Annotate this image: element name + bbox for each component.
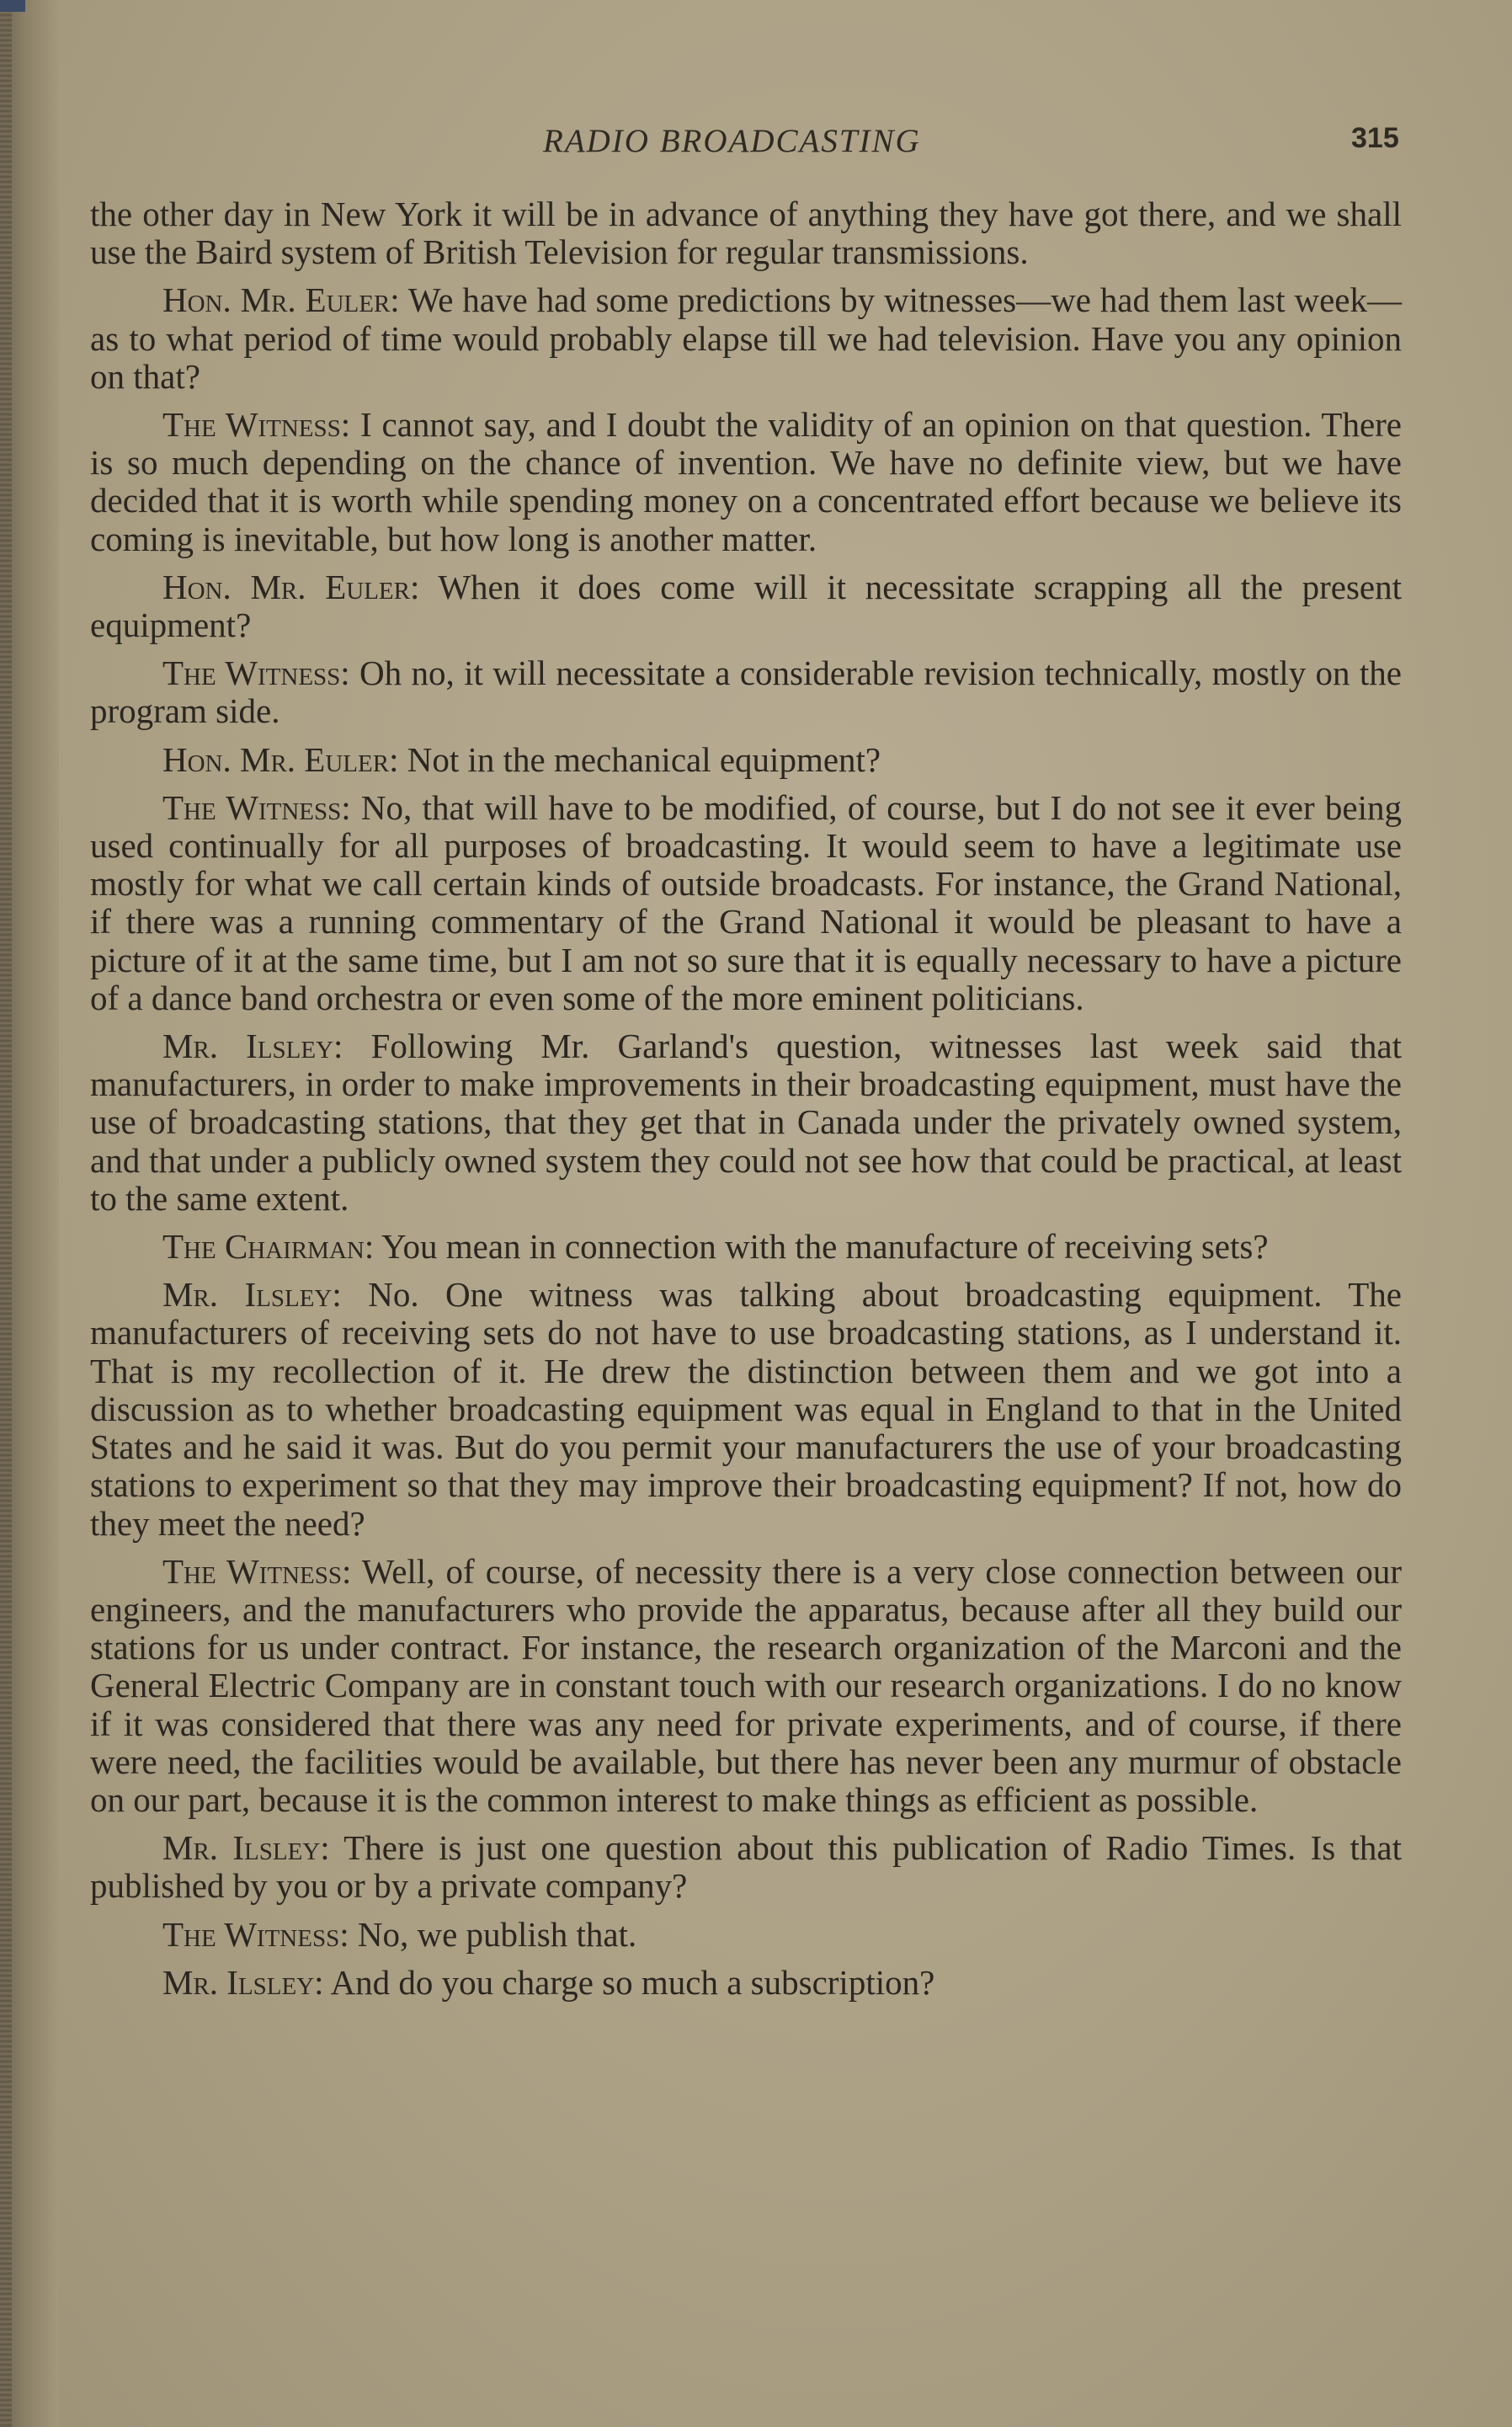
speaker-colon: :: [320, 1828, 330, 1868]
paragraph-text: Well, of course, of necessity there is a very close connection between our engineers, and the manufacturers who provide the apparatus, because after all they build our stations for us under contract. For instance, the research organization of the Marconi and the General Electric Company are in constant touch with our research organizations. I do no know if it was considered that there was any need for private experiments, and of course, if there were need, the facilities would be available, but there has never been any murmur of obstacle on our part, because it is the common interest to make things as efficient as possible.: [90, 1551, 1402, 1819]
speaker-name: The Chairman: [162, 1227, 365, 1267]
speaker-colon: :: [390, 280, 400, 320]
speaker-name: The Witness: [162, 1551, 343, 1591]
paragraph-text: the other day in New York it will be in advance of anything they have got there, and we shall use the Baird system of British Television for regular transmissions.: [90, 195, 1402, 272]
paragraph: [90, 281, 1402, 396]
paragraph-text: You mean in connection with the manufacture of receiving sets?: [374, 1227, 1269, 1267]
speaker-colon: :: [364, 1227, 375, 1267]
speaker-name: Hon. Mr. Euler: [162, 280, 391, 320]
paragraph: [90, 1027, 1402, 1218]
paragraph: [90, 1553, 1402, 1819]
speaker-colon: :: [389, 739, 399, 779]
paragraph: [90, 789, 1402, 1017]
paragraph: [90, 654, 1402, 730]
paragraph-text: When it does come will it necessitate scrapping all the present equipment?: [90, 567, 1402, 645]
paragraph: [90, 568, 1402, 644]
paragraph: [90, 1228, 1402, 1266]
paragraph-text: I cannot say, and I doubt the validity of an opinion on that question. There is so much depending on the chance of invention. We have no definite view, but we have decided that it is worth while spending money on a concentrated effort because we believe its coming is inevitable, but how long is another matter.: [90, 405, 1402, 558]
speaker-colon: :: [409, 567, 420, 606]
page-number: 315: [1351, 122, 1399, 154]
paragraph-text: Oh no, it will necessitate a considerable revision technically, mostly on the program side.: [90, 653, 1402, 731]
speaker-name: Mr. Ilsley: [162, 1828, 321, 1868]
speaker-name: The Witness: [162, 405, 341, 445]
speaker-name: The Witness: [162, 1914, 340, 1954]
speaker-name: Mr. Ilsley: [162, 1962, 315, 2002]
scan-corner-mark: [0, 0, 25, 12]
body-text: [90, 195, 1402, 2012]
paragraph: [90, 741, 1402, 779]
paragraph-text: No. One witness was talking about broadcasting equipment. The manufacturers of receiving sets do not have to use broadcasting stations, as I understand it. That is my recollection of it. He drew the distinction between them and we got into a discussion as to whether broadcasting equipment was equal in England to that in the United States and he said it was. But do you permit your manufacturers the use of your broadcasting stations to experiment so that they may improve their broadcasting equipment? If not, how do they meet the need?: [90, 1275, 1402, 1543]
speaker-colon: :: [340, 405, 351, 445]
binding-edge: [0, 0, 12, 2427]
paragraph-text: Not in the mechanical equipment?: [398, 739, 881, 779]
speaker-colon: :: [339, 1914, 349, 1954]
speaker-colon: :: [341, 787, 351, 827]
speaker-colon: :: [333, 1027, 343, 1066]
paragraph-text: And do you charge so much a subscription?: [323, 1962, 935, 2002]
paragraph: [90, 195, 1402, 271]
speaker-colon: :: [314, 1962, 324, 2002]
paragraph-text: No, we publish that.: [349, 1914, 637, 1954]
speaker-name: The Witness: [162, 653, 341, 693]
paragraph-text: We have had some predictions by witnesses—we had them last week—as to what period of time would probably elapse till we had television. Have you any opinion on that?: [90, 280, 1403, 396]
paragraph: [90, 406, 1402, 558]
speaker-name: Hon. Mr. Euler: [162, 739, 390, 779]
speaker-colon: :: [332, 1275, 342, 1315]
paragraph-text: Following Mr. Garland's question, witnesses last week said that manufacturers, in order to make improvements in their broadcasting equipment, must have the use of broadcasting stations, that they get that in Canada under the privately owned system, and that under a publicly owned system they could not see how that could be practical, at least to the same extent.: [90, 1027, 1402, 1218]
paragraph: [90, 1829, 1402, 1905]
speaker-name: Hon. Mr. Euler: [162, 567, 410, 606]
speaker-name: The Witness: [162, 787, 342, 827]
paragraph: [90, 1276, 1402, 1542]
running-title: RADIO BROADCASTING: [543, 123, 921, 159]
paragraph-text: There is just one question about this publication of Radio Times. Is that published by you or by a private company?: [90, 1828, 1402, 1906]
paragraph: [90, 1964, 1402, 2002]
speaker-colon: :: [342, 1551, 352, 1591]
speaker-name: Mr. Ilsley: [162, 1275, 333, 1315]
paragraph: [90, 1916, 1402, 1954]
speaker-colon: :: [340, 653, 350, 693]
speaker-name: Mr. Ilsley: [162, 1027, 334, 1066]
running-head: [0, 122, 1512, 164]
paragraph-text: No, that will have to be modified, of course, but I do not see it ever being used continually for all purposes of broadcasting. It would seem to have a legitimate use mostly for what we call certain kinds of outside broadcasts. For instance, the Grand National, if there was a running commentary of the Grand National it would be pleasant to have a picture of it at the same time, but I am not so sure that it is equally necessary to have a picture of a dance band orchestra or even some of the more eminent politicians.: [90, 787, 1402, 1017]
